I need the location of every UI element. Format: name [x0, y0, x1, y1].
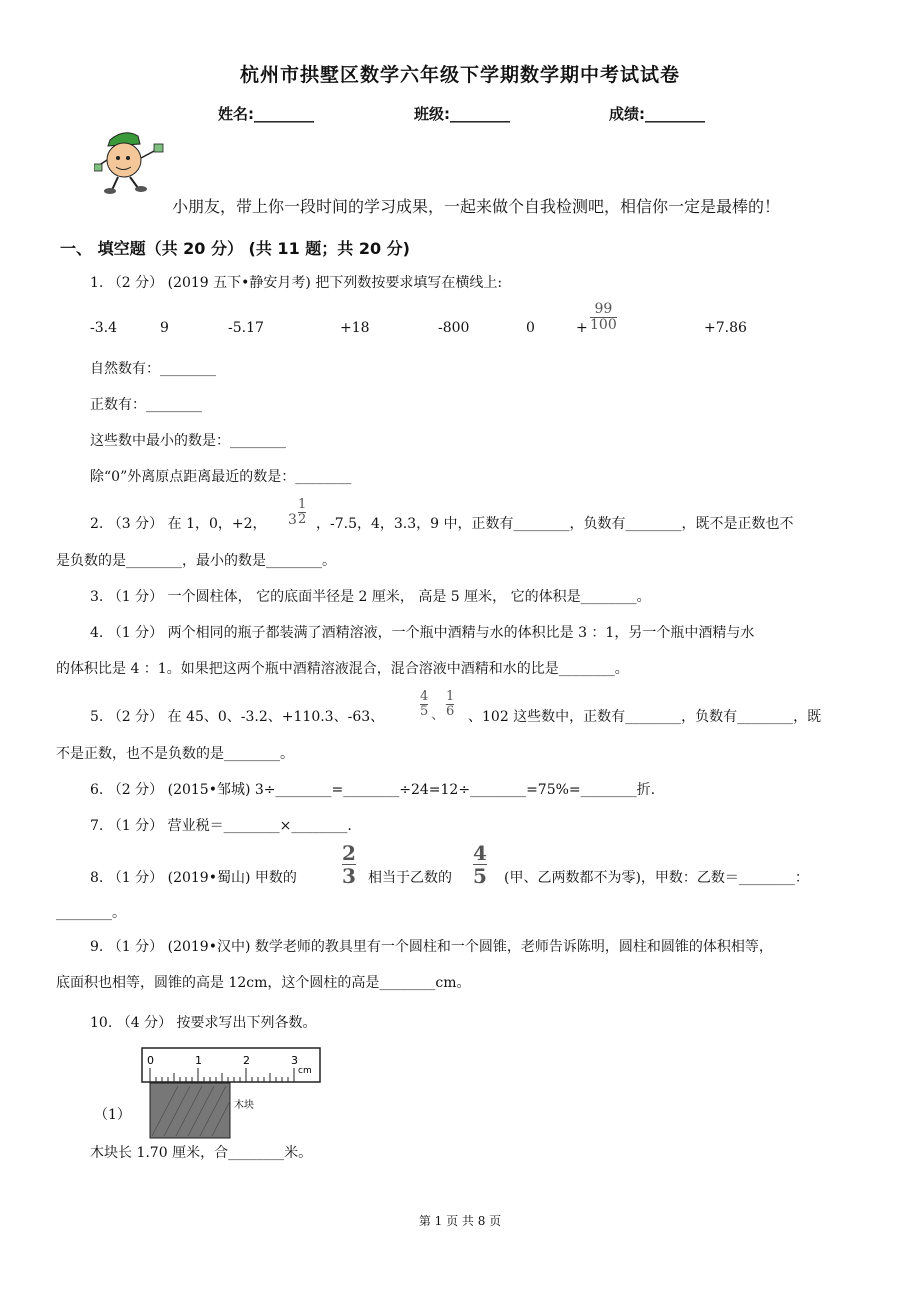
q1-number: -800 — [438, 320, 470, 336]
q1-closest-to-origin: 除“0”外离原点距离最近的数是：________ — [90, 469, 352, 485]
question-2-line2: 是负数的是________，最小的数是________。 — [56, 553, 336, 569]
q1-number: 9 — [160, 320, 169, 336]
question-4-line1: 4. （1 分） 两个相同的瓶子都装满了酒精溶液，一个瓶中酒精与水的体积比是 3 ：1，另一个瓶中酒精与水 — [90, 625, 755, 641]
encouragement-text: 小朋友，带上你一段时间的学习成果，一起来做个自我检测吧，相信你一定是最棒的！ — [172, 197, 781, 216]
fraction-numerator: 2 — [342, 841, 356, 865]
fraction-denominator: 5 — [473, 864, 487, 888]
q10-answer-line: 木块长 1.70 厘米，合________米。 — [90, 1145, 313, 1161]
fraction-denominator: 5 — [420, 704, 429, 720]
question-10-stem: 10. （4 分） 按要求写出下列各数。 — [90, 1015, 317, 1031]
question-5-part2: 、102 这些数中，正数有________，负数有________，既 — [468, 709, 822, 725]
question-7: 7. （1 分） 营业税＝________×________. — [90, 818, 352, 834]
question-9-line1: 9. （1 分） (2019•汉中) 数学老师的教具里有一个圆柱和一个圆锥，老师告诉陈明，圆柱和圆锥的体积相等， — [90, 939, 773, 955]
question-1-stem: 1. （2 分） (2019 五下•静安月考) 把下列数按要求填写在横线上: — [90, 275, 503, 291]
question-9-line2: 底面积也相等，圆锥的高是 12cm，这个圆柱的高是________cm。 — [56, 975, 471, 991]
q1-number: +18 — [340, 320, 370, 336]
fraction-99-100 — [590, 302, 617, 334]
fraction-numerator: 4 — [473, 841, 487, 865]
question-8-line2: ________。 — [56, 905, 126, 921]
score-field: 成绩:________ — [609, 105, 705, 123]
fraction-denominator: 6 — [446, 704, 455, 720]
fraction-numerator: 1 — [298, 497, 307, 512]
page-title: 杭州市拱墅区数学六年级下学期数学期中考试试卷 — [239, 64, 680, 86]
class-field: 班级:________ — [414, 105, 510, 123]
ruler-diagram — [138, 1046, 324, 1140]
fraction-numerator: 99 — [590, 302, 617, 318]
mixed-number-whole: 3 — [288, 512, 297, 528]
question-8-part3: (甲、乙两数都不为零)，甲数：乙数＝________： — [504, 870, 809, 886]
q10-sub-label: （1） — [94, 1107, 131, 1123]
fraction-numerator: 4 — [420, 689, 429, 704]
q1-natural-numbers: 自然数有：________ — [90, 361, 216, 377]
fraction-denominator: 100 — [590, 317, 617, 334]
q1-positive-numbers: 正数有：________ — [90, 397, 202, 413]
question-8-part2: 相当于乙数的 — [368, 870, 452, 886]
question-8-part1: 8. （1 分） (2019•蜀山) 甲数的 — [90, 870, 297, 886]
fraction-4-5 — [420, 690, 428, 720]
page-footer: 第 1 页 共 8 页 — [418, 1214, 502, 1228]
wood-block-label: 木块 — [234, 1100, 254, 1111]
question-5-line2: 不是正数，也不是负数的是________。 — [56, 746, 294, 762]
q1-number: +7.86 — [704, 320, 747, 336]
q1-number: + — [576, 320, 588, 336]
fraction-denominator: 3 — [342, 864, 356, 888]
q1-number: -3.4 — [90, 320, 117, 336]
ruler-tick-label: 2 — [243, 1054, 250, 1067]
fraction-4-5-large — [473, 842, 487, 887]
q1-number: 0 — [526, 320, 535, 336]
question-2-part2: ，-7.5，4，3.3，9 中，正数有________，负数有________，既不是正数也不 — [316, 516, 794, 532]
wood-block — [150, 1083, 230, 1138]
question-3: 3. （1 分） 一个圆柱体， 它的底面半径是 2 厘米， 高是 5 厘米， 它的体积是________。 — [90, 589, 651, 605]
question-6: 6. （2 分） (2015•邹城) 3÷________=________÷24=12÷________=75%=________折. — [90, 782, 656, 798]
question-5-part1: 5. （2 分） 在 45、0、-3.2、+110.3、-63、 — [90, 709, 385, 725]
name-field: 姓名:________ — [218, 105, 314, 123]
fraction-separator: 、 — [431, 707, 445, 723]
q1-smallest-number: 这些数中最小的数是：________ — [90, 433, 286, 449]
fraction-numerator: 1 — [446, 689, 455, 704]
mixed-number-fraction — [298, 498, 306, 528]
question-4-line2: 的体积比是 4 ：1。如果把这两个瓶中酒精溶液混合，混合溶液中酒精和水的比是________。 — [56, 661, 629, 677]
fraction-2-3 — [342, 842, 356, 887]
mascot-icon — [94, 128, 168, 198]
fraction-1-6 — [446, 690, 454, 720]
question-2-part1: 2. （3 分） 在 1，0，+2， — [90, 516, 267, 532]
fraction-denominator: 2 — [298, 512, 307, 528]
ruler-tick-label: 1 — [195, 1054, 202, 1067]
ruler-tick-label: 3 — [291, 1054, 298, 1067]
q1-number: -5.17 — [228, 320, 264, 336]
section-heading: 一、 填空题（共 20 分） (共 11 题；共 20 分) — [60, 239, 410, 258]
ruler-tick-label: 0 — [147, 1054, 154, 1067]
ruler-unit: cm — [298, 1066, 312, 1076]
